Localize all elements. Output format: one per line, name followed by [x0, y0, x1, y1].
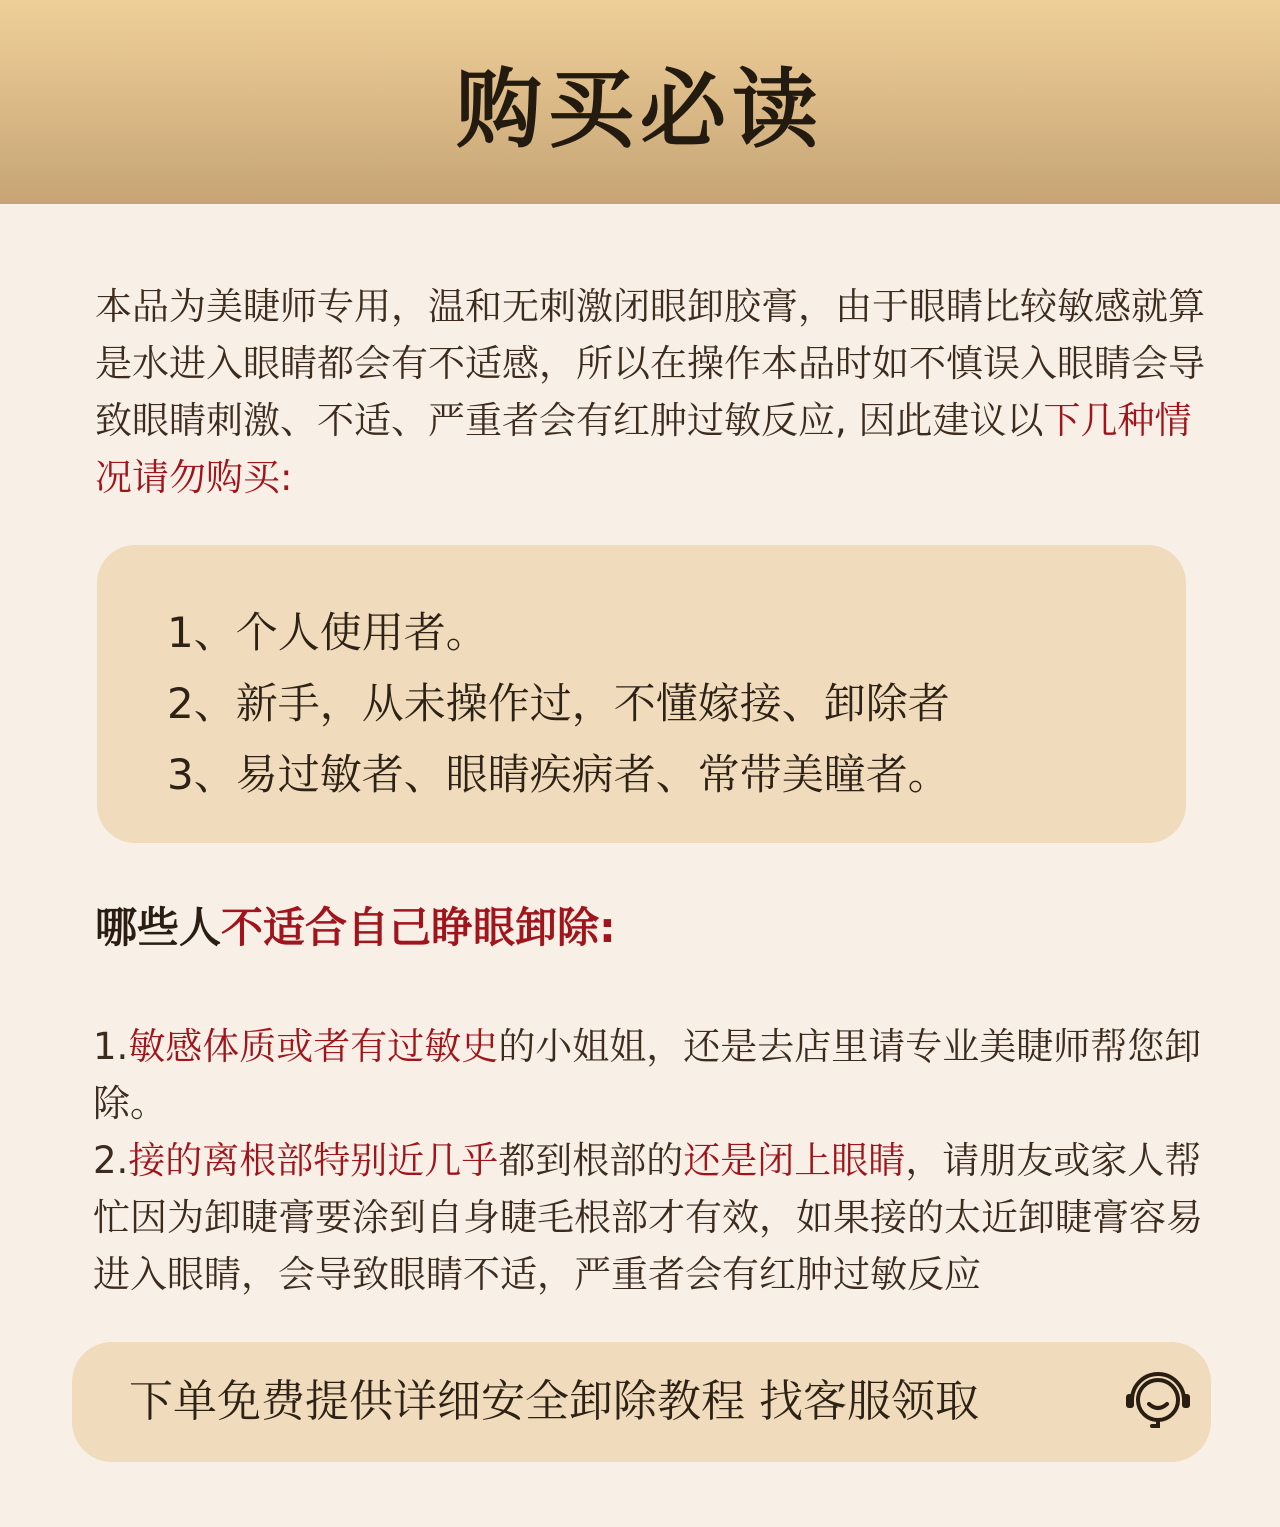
warning-item: 1、个人使用者。	[167, 608, 488, 657]
detail-text: ，请朋友或家人帮忙因为卸睫膏要涂到自身睫毛根部才有效，如果接的太近卸睫膏容易进入眼睛，会导致眼睛不适，严重者会有红肿过敏反应	[93, 1139, 1203, 1296]
detail-number: 2.	[93, 1139, 129, 1182]
detail-item	[93, 1018, 1213, 1132]
customer-service-cta[interactable]	[72, 1342, 1211, 1462]
header-banner	[0, 0, 1280, 204]
page-title: 购买必读	[456, 60, 824, 160]
customer-service-icon[interactable]	[1122, 1366, 1194, 1438]
detail-text: 的小姐姐，还是去店里请专业美睫师帮您卸除。	[93, 1025, 1202, 1125]
intro-paragraph	[95, 278, 1215, 506]
detail-highlight: 敏感体质或者有过敏史	[128, 1025, 499, 1068]
section-title-prefix: 哪些人	[95, 903, 222, 952]
section-title	[95, 898, 616, 958]
detail-number: 1.	[93, 1025, 129, 1068]
cta-text: 下单免费提供详细安全卸除教程 找客服领取	[129, 1376, 979, 1427]
detail-highlight: 还是闭上眼睛	[683, 1139, 906, 1182]
warning-item: 2、新手，从未操作过，不懂嫁接、卸除者	[167, 679, 950, 728]
intro-text: 本品为美睫师专用，温和无刺激闭眼卸胶膏，由于眼睛比较敏感就算是水进入眼睛都会有不适感，所以在操作本品时如不慎误入眼睛会导致眼睛刺激、不适、严重者会有红肿过敏反应, 因此建议以	[95, 285, 1205, 442]
section-title-highlight: 不适合自己睁眼卸除:	[221, 903, 616, 952]
detail-list	[93, 1018, 1213, 1303]
detail-item	[93, 1132, 1213, 1303]
intro-highlight: 下几种情况请勿购买:	[95, 399, 1192, 499]
detail-highlight: 接的离根部特别近几乎	[128, 1139, 499, 1182]
warning-box	[97, 545, 1186, 843]
warning-list	[167, 597, 950, 810]
warning-item: 3、易过敏者、眼睛疾病者、常带美瞳者。	[167, 750, 950, 799]
detail-text: 都到根部的	[498, 1139, 684, 1182]
